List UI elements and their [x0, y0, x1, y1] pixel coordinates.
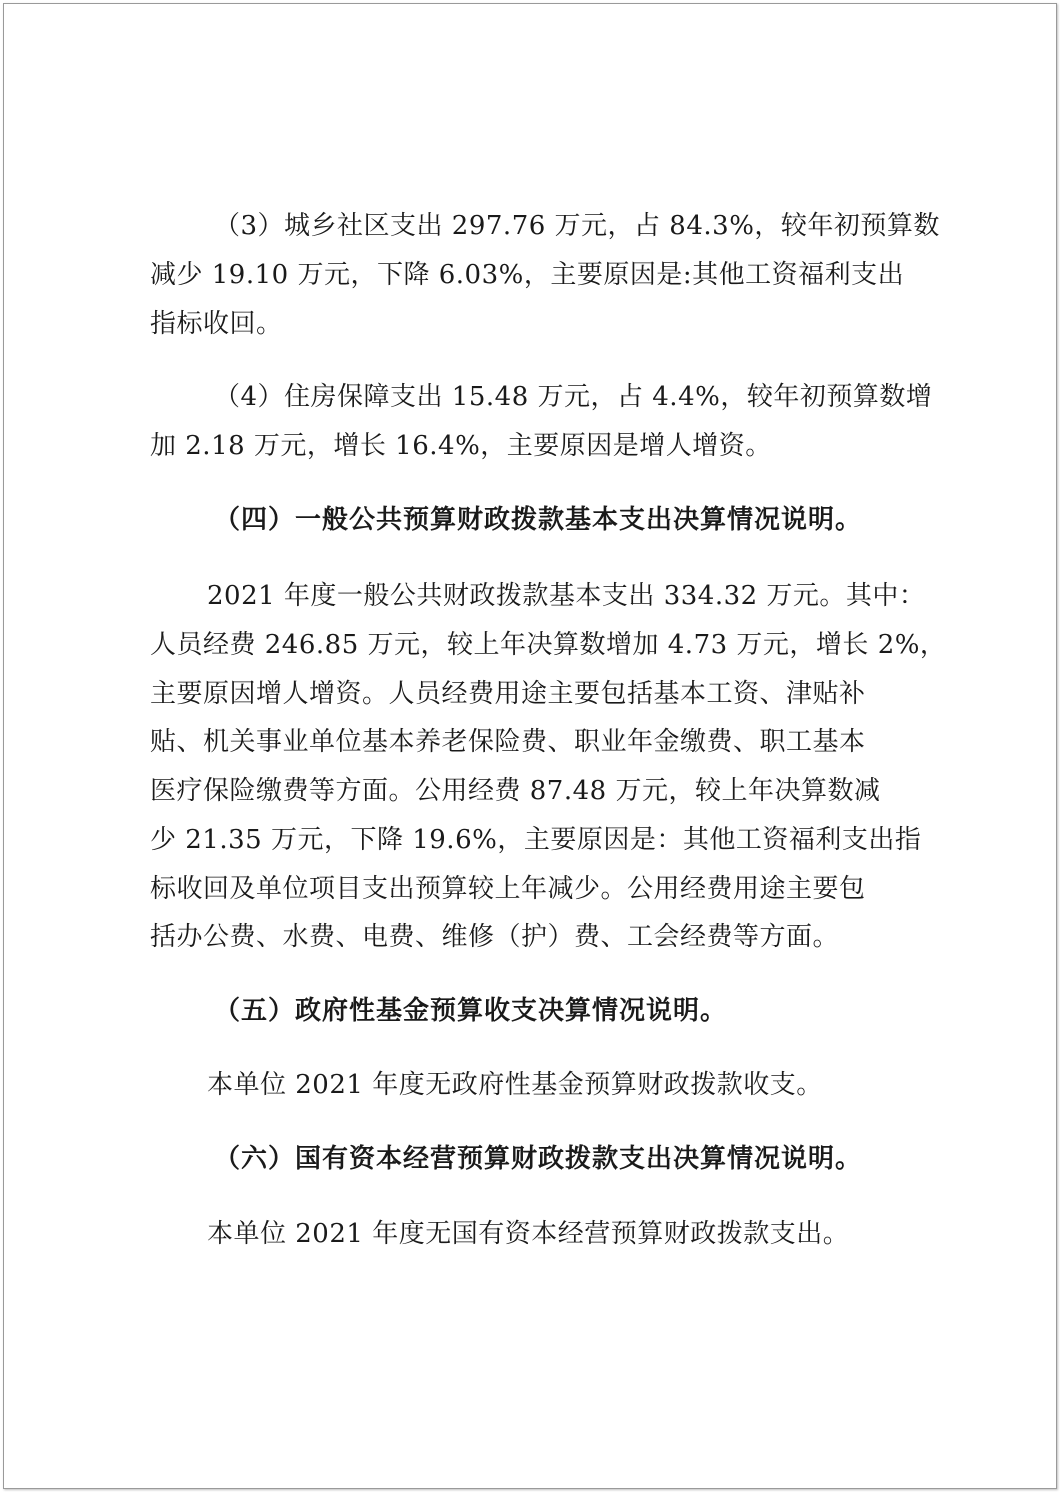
- text-line: 医疗保险缴费等方面。公用经费 87.48 万元，较上年决算数减: [150, 776, 881, 806]
- text-line: （4）住房保障支出 15.48 万元，占 4.4%，较年初预算数增: [214, 382, 933, 412]
- text-line: 少 21.35 万元，下降 19.6%，主要原因是：其他工资福利支出指: [150, 825, 922, 855]
- text-line: 人员经费 246.85 万元，较上年决算数增加 4.73 万元，增长 2%，: [150, 630, 947, 660]
- text-line: （3）城乡社区支出 297.76 万元，占 84.3%，较年初预算数: [214, 211, 940, 241]
- paragraph-state-capital: 本单位 2021 年度无国有资本经营预算财政拨款支出。: [207, 1219, 850, 1249]
- text-line: 指标收回。: [150, 309, 283, 339]
- text-line: 加 2.18 万元，增长 16.4%，主要原因是增人增资。: [150, 431, 772, 461]
- section-heading-government-fund: （五）政府性基金预算收支决算情况说明。: [214, 996, 728, 1026]
- document-page: [3, 3, 1057, 1489]
- text-line: 主要原因增人增资。人员经费用途主要包括基本工资、津贴补: [150, 679, 866, 709]
- text-line: 贴、机关事业单位基本养老保险费、职业年金缴费、职工基本: [150, 727, 866, 757]
- paragraph-government-fund: 本单位 2021 年度无政府性基金预算财政拨款收支。: [207, 1070, 823, 1100]
- section-heading-state-capital: （六）国有资本经营预算财政拨款支出决算情况说明。: [214, 1144, 863, 1174]
- section-heading-basic-expenditure: （四）一般公共预算财政拨款基本支出决算情况说明。: [214, 505, 863, 535]
- text-line: 括办公费、水费、电费、维修（护）费、工会经费等方面。: [150, 922, 840, 952]
- text-line: 标收回及单位项目支出预算较上年减少。公用经费用途主要包: [150, 874, 866, 904]
- text-line: 2021 年度一般公共财政拨款基本支出 334.32 万元。其中：: [207, 581, 926, 611]
- text-line: 减少 19.10 万元，下降 6.03%，主要原因是:其他工资福利支出: [150, 260, 905, 290]
